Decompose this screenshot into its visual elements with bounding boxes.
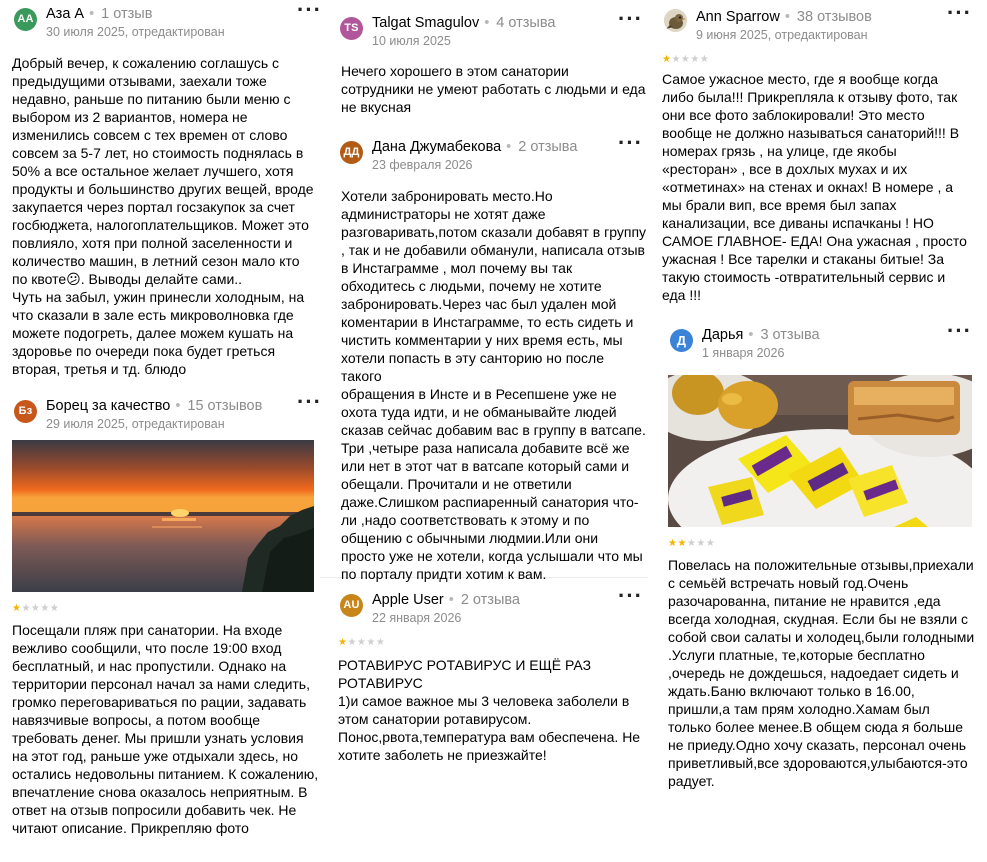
review-photo-sunset[interactable] [12,440,314,592]
more-options-icon[interactable]: ··· [618,6,643,31]
review-card [662,0,977,321]
author-name-text[interactable]: Дарья [702,327,744,343]
review-text: Добрый вечер, к сожалению соглашусь с предыдущими отзывами, заехали тоже недавно, раньше по питанию были меню с выбором из 2 вариантов, номера не изменились совсем с тех времен от слово совсем за 5-7 лет, но стоимость поднялась в 50% а все остальное желает лучшего, хотя продукты и большинство других вещей, вроде закупается через портал госзакупок за счет госбюджета, налогоплательщиков. Может это повлияло, хотя при полной заселенности и количество машин, в летний сезон мало кто по квоте😕. Выводы делайте сами.. Чуть на забыл, ужин принесли холодным, на что сказали в зале есть микроволновка где можете подогреть, далее можем кушать на здоровье по очереди пока будет греться вторая, третья и тд. блюдо [12,55,314,377]
review-header [338,6,648,49]
separator-dot: • [89,6,95,22]
star-icon: ★ [338,637,348,648]
review-date: 29 июля 2025, отредактирован [46,417,225,431]
review-column-3 [662,0,977,790]
review-header [12,0,327,40]
review-count: 15 отзывов [187,398,263,414]
avatar[interactable]: ДД [340,141,363,164]
separator-dot: • [748,327,754,343]
review-card [662,318,977,790]
star-icon: ★ [662,54,672,65]
food-image [668,375,972,527]
star-icon: ★★★★ [671,54,710,65]
review-photo-food[interactable] [668,375,972,527]
author-name-text[interactable]: Борец за качество [46,398,171,414]
star-icon: ★ [12,603,22,614]
author-name-text[interactable]: Apple User [372,592,444,608]
avatar[interactable]: TS [340,17,363,40]
avatar[interactable]: Бз [14,400,37,423]
review-column-1 [12,0,327,837]
rating-stars [338,638,648,650]
review-text: Посещали пляж при санатории. На входе вежливо сообщили, что после 19:00 вход бесплатный, и нас пропустили. Однако на территории персонал начал за нами следить, громко переговариваться по рации, задавать навязчивые вопросы, а потом вообще требовать денег. Мы пришли узнать условия на этот год, раньше уже отдыхали здесь, но остались недовольны питанием. К сожалению, впечатление снова оказалось неприятным. В ответ на отзыв попросили добавить чек. Не читают описание. Прикрепляю фото [12,622,319,836]
author-name[interactable] [46,398,262,414]
more-options-icon[interactable]: ··· [618,130,643,155]
avatar[interactable]: Д [670,329,693,352]
rating-stars [668,539,977,551]
author-name-text[interactable]: Talgat Smagulov [372,15,480,31]
author-name-text[interactable]: Дана Джумабекова [372,139,502,155]
review-header [12,389,327,432]
review-date: 9 июня 2025, отредактирован [696,28,868,42]
review-header [338,583,648,626]
avatar[interactable]: AU [340,594,363,617]
review-text: Хотели забронировать место.Но администраторы не хотят даже разговаривать,потом сказали добавят в группу , так и не добавили обманули, написала отзыв в Инстаграмме , мол почему вы так обходитесь с людьми, почему не хотите забронировать.Через час был удален мой коментарии в Инстаграмме, то есть сидеть и чистить комментарии у них время есть, мы хотели попасть в эту санторию но после такого обращения в Инсте и в Ресепшене уже не охота туда идти, и не обманывайте людей сказав сейчас добавим вас в группу в ватсапе. Три ,четыре раза написала добавите всё же или нет в этот чат в ватсапе который сами и обещали. Прочитали и не ответили даже.Слишком распиаренный санатория что- ли ,надо соответствовать к этому и по общению с обычными людмии.Или они просто уже не хотели, когда услышали что мы по порталу придти хотим к вам. [341,188,647,582]
review-text: Самое ужасное место, где я вообще когда либо была!!! Прикрепляла к отзыву фото, так они все фото заблокировали! Это место вообще не должно называться санаторий!!! В номерах грязь , на улице, где якобы «ресторан» , все в дохлых мухах и их «отметинах» на стенах и окнах! В номере , а мы брали вип, все время был запах канализации, все диваны испачканы ! НО САМОЕ ГЛАВНОЕ- ЕДА! Она ужасная , просто ужасная ! Все тарелки и стаканы битые! За такую стоимость -отвратительный сервис и еда !!! [662,71,967,303]
rating-stars [662,55,977,67]
review-card [338,578,648,764]
review-text: Повелась на положительные отзывы,приехали с семьёй встречать новый год.Очень разочарованна, питание не нравится ,еда всегда холодная, скудная. Если бы не взяли с собой свои салаты и холодец,были голодными .Услуги платные, те,которые бесплатно ,очередь не дождешься, надоедает сидеть и ждать.Баню включают только в 16.00, пришли,а там прям холодно.Хамам был только более менее.В общем сюда я больше не приеду.Одно хочу сказать, персонал очень приветливый,все здороваются,улыбаются-это радует. [668,557,975,789]
review-column-2 [338,0,648,764]
review-date: 22 января 2026 [372,611,462,625]
review-text: РОТАВИРУС РОТАВИРУС И ЕЩЁ РАЗ РОТАВИРУС 1)и самое важное мы 3 человека заболели в этом санатории ротавирусом. Понос,рвота,температура вам обеспечена. Не хотите заболеть не приезжайте! [338,657,641,763]
author-name-text[interactable]: Ann Sparrow [696,9,780,25]
more-options-icon[interactable]: ··· [618,583,643,608]
separator-dot: • [506,139,512,155]
review-count: 38 отзывов [796,9,872,25]
more-options-icon[interactable]: ··· [947,0,972,25]
separator-dot: • [484,15,490,31]
author-name-text[interactable]: Аза А [46,6,85,22]
review-text: Нечего хорошего в этом санатории сотрудники не умеют работать с людьми и еда не вкусная [341,63,646,115]
author-name[interactable] [702,327,820,343]
bird-avatar-icon [664,9,687,32]
avatar[interactable] [664,9,687,32]
review-header [662,0,977,43]
review-count: 1 отзыв [101,6,153,22]
avatar[interactable]: АА [14,8,37,31]
review-card [12,0,327,392]
star-icon: ★★ [668,538,687,549]
separator-dot: • [448,592,454,608]
sunset-image [12,440,314,592]
rating-stars [12,604,327,616]
more-options-icon[interactable]: ··· [947,318,972,343]
review-header [668,318,977,361]
author-name[interactable] [372,15,555,31]
separator-dot: • [784,9,790,25]
separator-dot: • [175,398,181,414]
star-icon: ★★★★ [21,603,60,614]
review-count: 2 отзыва [460,592,520,608]
review-card [338,0,648,133]
review-date: 23 февраля 2026 [372,158,473,172]
author-name[interactable] [372,592,520,608]
star-icon: ★★★ [686,538,716,549]
review-header [338,130,648,173]
author-name[interactable] [372,139,577,155]
review-count: 2 отзыва [518,139,578,155]
author-name[interactable] [46,6,152,22]
review-date: 1 января 2026 [702,346,785,360]
review-count: 3 отзыва [760,327,820,343]
more-options-icon[interactable]: ··· [297,389,322,414]
review-date: 30 июля 2025, отредактирован [46,25,225,39]
review-count: 4 отзыва [496,15,556,31]
more-options-icon[interactable]: ··· [297,0,322,22]
star-icon: ★★★★ [347,637,386,648]
review-date: 10 июля 2025 [372,34,451,48]
review-card [338,130,648,582]
author-name[interactable] [696,9,872,25]
review-card [12,389,327,837]
